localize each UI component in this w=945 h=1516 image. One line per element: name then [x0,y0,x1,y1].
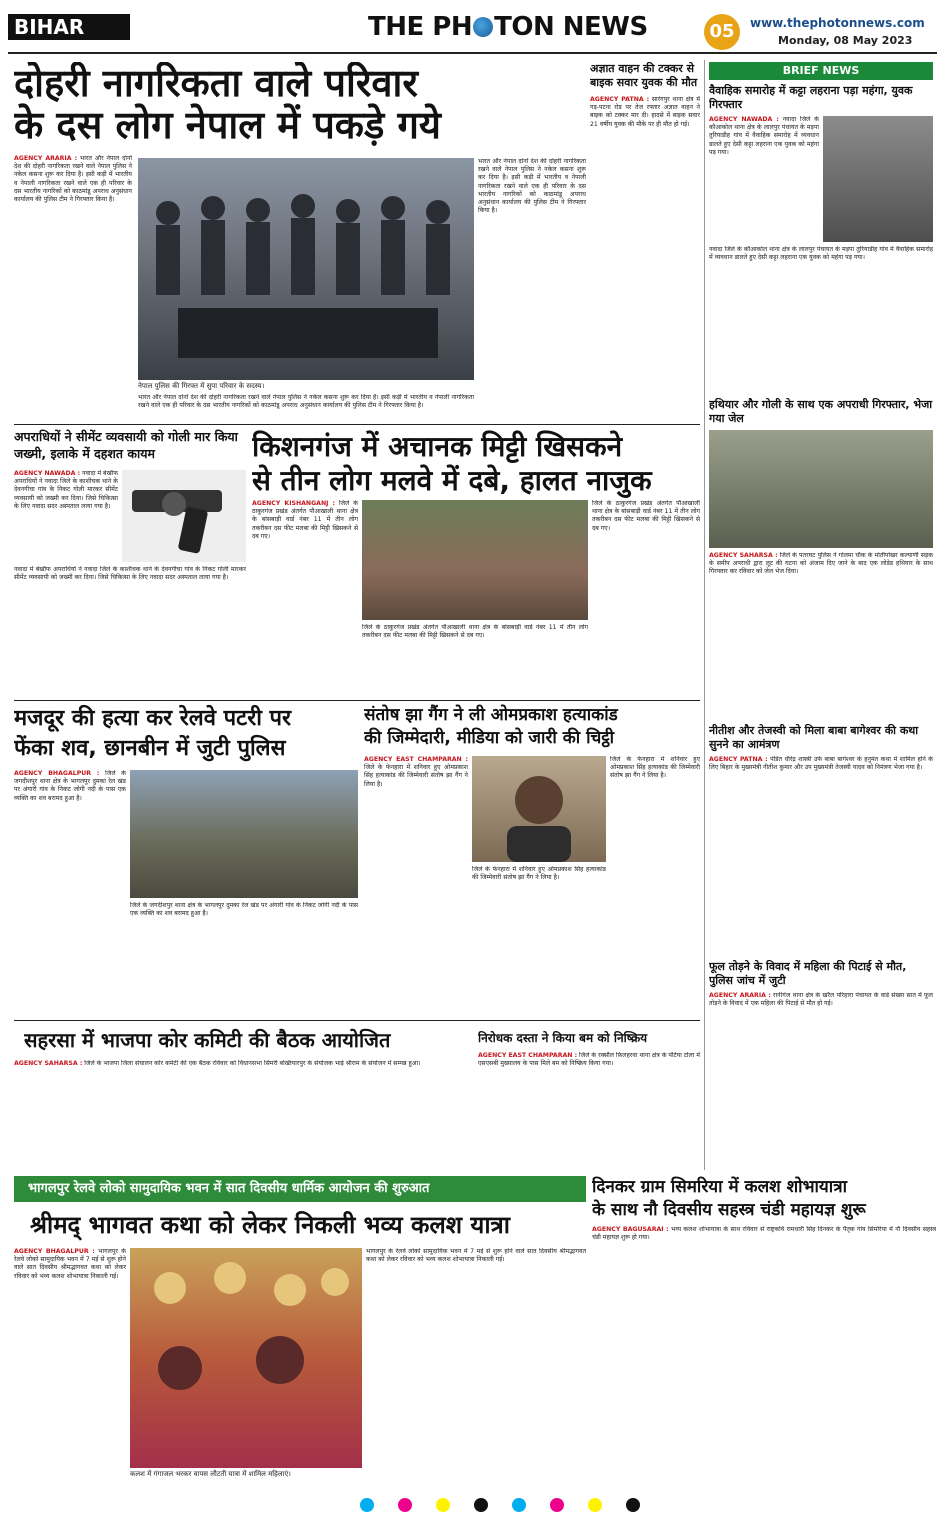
kishanganj-photo [362,500,588,620]
brief-item4-headline: फूल तोड़ने के विवाद में महिला की पिटाई से मौत, पुलिस जांच में जुटी [709,960,907,987]
kalash-procession-illustration [130,1248,362,1468]
page-number-badge [704,14,740,50]
santosh-agency: AGENCY EAST CHAMPARAN : [364,756,468,763]
brief-item1-body: नवादा जिले के कौआकोल थाना क्षेत्र के लालपुर पंचायत के मड़पा तुरियाडीह गांव में वैवाहिक समारोह में व्यवधान डालते हुए देसी कट्टा लहराना एक युवक को महंगा पड़ गया। [709,246,933,262]
bomb-body [478,1052,700,1172]
paper-name [368,12,648,42]
kishanganj-headline-line1: किशनगंज में अचानक मिट्टी खिसकने [252,430,623,463]
brief-item1-photo [823,116,933,242]
railway-headline-line1: मजदूर की हत्या कर रेलवे पटरी पर [14,706,292,731]
yellow-mark-2 [588,1498,602,1512]
santosh-headline-line2: की जिम्मेदारी, मीडिया को जारी की चिट्ठी [364,728,615,748]
lead-headline-line2: के दस लोग नेपाल में पकड़े गये [14,103,441,146]
lead-agency: AGENCY ARARIA : [14,155,78,162]
bomb-headline: निरोधक दस्ता ने किया बम को निष्क्रिय [478,1031,648,1045]
brief-item4-agency: AGENCY ARARIA : [709,992,771,999]
magenta-mark-2 [550,1498,564,1512]
santosh-text: जिले के फेनहारा में शनिवार हुए ओमप्रकाश सिंह हत्याकांड की जिम्मेवारी संतोष झा गैंग ने लिया है। [364,764,468,788]
kishanganj-body: जिले के ठाकुरगंज प्रखंड अंतर्गत पौआखाली थाना क्षेत्र के बांसबाड़ी वार्ड नंबर 11 में तीन लोग तकरीबन दस फीट मलबा की मिट्टी खिसकने से दब गए। [362,624,588,640]
brief-item4-text: रानीगंज थाना क्षेत्र के खरैल परिहारा पंचायत के वार्ड संख्या सात में फूल तोड़ने के विवाद में एक महिला की पिटाई से मौत हो गई। [709,992,933,1008]
website-link[interactable]: www.thephotonnews.com [750,16,925,30]
railway-intro [14,770,126,1018]
masthead-rule [8,52,937,54]
saharsa-body [14,1060,474,1172]
bhagwat-text: भागलपुर के रेलवे लोको सामुदायिक भवन में 7 मई से शुरू होने वाले सात दिवसीय श्रीमद्भागवत कथा को लेकर रविवार को भव्य कलश शोभायात्रा निकाली गई। [14,1248,126,1280]
kishanganj-right-column: जिले के ठाकुरगंज प्रखंड अंतर्गत पौआखाली थाना क्षेत्र के बांसबाड़ी वार्ड नंबर 11 में तीन लोग तकरीबन दस फीट मलबा की मिट्टी खिसकने से दब गए। [592,500,700,532]
brief-item2-photo [709,430,933,548]
santosh-photo [472,756,606,862]
bhagwat-photo [130,1248,362,1468]
lead-columns: भारत और नेपाल दोनों देश की दोहरी नागरिकता रखने वाले नेपाल पुलिस ने नकेल कसना शुरू कर दिया है। इसी कड़ी में भारतीय व नेपाली नागरिकता रखने वाले एक ही परिवार के दस भारतीय नागरिकों को काठमांडू अपराध अनुसंधान कार्यालय की पुलिस टीम ने गिरफ्तार किया है। [138,394,474,410]
accident-text: सारंगपुर थाना क्षेत्र में गड़-पटना रोड पर तेज रफ्तार अज्ञात वाहन ने बाइक को टक्कर मार दी। हादसे में बाइक सवार 21 वर्षीय युवक की मौके पर ही मौत हो गई। [590,96,700,128]
masthead [8,8,937,54]
divider-1 [14,424,700,425]
brief-news-label: BRIEF NEWS [782,64,860,77]
lead-intro [14,155,132,383]
dinkar-body [592,1226,936,1494]
bhagwat-photo-caption: कलश में गंगाजल भरकर वापस लौटती यात्रा में शामिल महिलाएं। [130,1470,291,1478]
black-mark [474,1498,488,1512]
bhagwat-intro [14,1248,126,1494]
santosh-intro [364,756,468,1016]
accident-headline: अज्ञात वाहन की टक्कर से बाइक सवार युवक की मौत [590,62,698,89]
divider-2 [14,700,700,701]
brief-item1-intro [709,116,819,242]
cement-intro [14,470,118,562]
dinkar-text: भव्य कलश शोभायात्रा के साथ रविवार से राष्ट्रकवि रामधारी सिंह दिनकर के पैतृक गांव सिमरिया में नौ दिवसीय सहस्त्र चंडी महायज्ञ शुरू हो गया। [592,1226,936,1242]
section-label: BIHAR [14,15,85,39]
portrait-illustration [472,756,606,862]
railway-text: जिले के जगदीशपुर थाना क्षेत्र के भागलपुर दुमका रेल खंड पर अंगारी गांव के निकट जोगी नदी के पास एक व्यक्ति का शव बरामद हुआ है। [14,770,126,802]
lead-photo-caption: नेपाल पुलिस की गिरफ्त में सुपा परिवार के सदस्य। [138,382,265,390]
black-mark-2 [626,1498,640,1512]
dinkar-headline-line1: दिनकर ग्राम सिमरिया में कलश शोभायात्रा [592,1177,847,1197]
issue-date: Monday, 08 May 2023 [778,34,913,47]
group-photo-illustration [138,158,474,380]
brief-item4-body [709,992,933,1162]
dinkar-headline [592,1176,936,1222]
cement-headline: अपराधियों ने सीमेंट व्यवसायी को गोली मार किया जख्मी, इलाके में दहशत कायम [14,429,238,461]
brief-item2-body [709,552,933,722]
kishanganj-headline [252,430,700,498]
kishanganj-text: जिले के ठाकुरगंज प्रखंड अंतर्गत पौआखाली थाना क्षेत्र के बांसबाड़ी वार्ड नंबर 11 में तीन लोग तकरीबन दस फीट मलबा की मिट्टी खिसकने से दब गए। [252,500,358,540]
kishanganj-headline-line2: से तीन लोग मलवे में दबे, हालत नाजुक [252,464,652,497]
yellow-mark [436,1498,450,1512]
print-color-marks [150,1498,850,1512]
santosh-body: जिले के फेनहारा में शनिवार हुए ओमप्रकाश सिंह हत्याकांड की जिम्मेवारी संतोष झा गैंग ने लिया है। [472,866,606,882]
paper-name-part2: TON NEWS [494,12,648,42]
banner-text: भागलपुर रेलवे लोको सामुदायिक भवन में सात दिवसीय धार्मिक आयोजन की शुरुआत [28,1181,430,1196]
brief-item2-agency: AGENCY SAHARSA : [709,552,778,559]
railway-headline [14,704,354,764]
bhagwat-agency: AGENCY BHAGALPUR : [14,1248,95,1255]
brief-item2-headline: हथियार और गोली के साथ एक अपराधी गिरफ्तार, भेजा गया जेल [709,398,933,425]
santosh-headline [364,704,700,750]
revolver-icon [122,470,246,562]
cement-body: नवादा में बेखौफ अपराधियों ने नवादा जिले के काशीचक थाने के देवनगीचा गांव के निकट गोली मारकर सीमेंट व्यवसायी को जख्मी कर दिया। जिसे चिकित्सा के लिए नवादा सदर अस्पताल लाया गया है। [14,566,246,582]
cyan-mark-2 [512,1498,526,1512]
dinkar-agency: AGENCY BAGUSARAI : [592,1226,669,1233]
brief-news-column [704,60,936,1170]
brief-item1-text: नवादा जिले के कौआकोल थाना क्षेत्र के लालपुर पंचायत के मड़पा तुरियाडीह गांव में वैवाहिक समारोह में व्यवधान डालते हुए देसी कट्टा लहराना एक युवक को महंगा पड़ गया। [709,116,819,156]
cement-agency: AGENCY NAWADA : [14,470,81,477]
railway-photo [130,770,358,898]
brief-news-header [709,62,933,80]
brief-item3-body [709,756,933,956]
brief-item1-headline: वैवाहिक समारोह में कट्टा लहराना पड़ा महंगा, युवक गिरफ्तार [709,84,913,111]
railway-headline-line2: फेंका शव, छानबीन में जुटी पुलिस [14,736,286,761]
lead-photo [138,158,474,380]
globe-icon [473,17,493,37]
section-tab [8,14,130,40]
kishanganj-agency: AGENCY KISHANGANJ : [252,500,336,507]
accident-body [590,96,700,420]
lead-headline-line1: दोहरी नागरिकता वाले परिवार [14,62,418,105]
saharsa-agency: AGENCY SAHARSA : [14,1060,83,1067]
brief-item2-text: जिले के पतरघट पुलिस ने गोलमा चौक के मोतीपोखर कल्याणी सड़क के समीप अपराधी द्वारा लूट की घटना को अंजाम दिए जाने के बाद एक लोडेड हथियार के साथ गिरफ्तार कर रविवार को जेल भेज दिया। [709,552,933,576]
santosh-right-column: जिले के फेनहारा में शनिवार हुए ओमप्रकाश सिंह हत्याकांड की जिम्मेवारी संतोष झा गैंग ने लिया है। [610,756,700,780]
kishanganj-intro [252,500,358,696]
brief-item3-agency: AGENCY PATNA : [709,756,768,763]
brief-item1-agency: AGENCY NAWADA : [709,116,779,123]
paper-name-part1: THE PH [368,12,473,42]
lead-text: भारत और नेपाल दोनों देश की दोहरी नागरिकता रखने वाले नेपाल पुलिस ने नकेल कसना शुरू कर दिया है। इसी कड़ी में भारतीय व नेपाली नागरिकता रखने वाले एक ही परिवार के दस भारतीय नागरिकों को काठमांडू अपराध अनुसंधान कार्यालय की पुलिस टीम ने गिरफ्तार किया है। [14,155,132,204]
bomb-text: जिले के रक्सौल फ़िलहरवा थाना क्षेत्र के पंटिया टोला में एसएसबी मुख्यालय के पास मिले बम को निष्क्रिय किया गया। [478,1052,700,1068]
brief-item3-text: पंडित धीरेंद्र शास्त्री उर्फ बाबा बागेश्वर के हनुमंत कथा में शामिल होने के लिए बिहार के मुख्यमंत्री नीतीश कुमार और उप मुख्यमंत्री तेजस्वी यादव को निमंत्रण भेजा गया है। [709,756,933,772]
divider-3 [14,1020,700,1021]
railway-body: जिले के जगदीशपुर थाना क्षेत्र के भागलपुर दुमका रेल खंड पर अंगारी गांव के निकट जोगी नदी के पास एक व्यक्ति का शव बरामद हुआ है। [130,902,358,918]
cement-text: नवादा में बेखौफ अपराधियों ने नवादा जिले के काशीचक थाने के देवनगीचा गांव के निकट गोली मारकर सीमेंट व्यवसायी को जख्मी कर दिया। जिसे चिकित्सा के लिए नवादा सदर अस्पताल लाया गया है। [14,470,118,510]
dinkar-headline-line2: के साथ नौ दिवसीय सहस्त्र चंडी महायज्ञ शुरू [592,1200,866,1220]
bhagwat-headline: श्रीमद् भागवत कथा को लेकर निकली भव्य कलश यात्रा [30,1211,511,1239]
bhagalpur-banner [14,1176,586,1202]
lead-right-column: भारत और नेपाल दोनों देश की दोहरी नागरिकता रखने वाले नेपाल पुलिस ने नकेल कसना शुरू कर दिया है। इसी कड़ी में भारतीय व नेपाली नागरिकता रखने वाले एक ही परिवार के दस भारतीय नागरिकों को काठमांडू अपराध अनुसंधान कार्यालय की पुलिस टीम ने गिरफ्तार किया है। [478,158,586,215]
lead-headline [14,62,584,146]
bhagwat-body: भागलपुर के रेलवे लोको सामुदायिक भवन में 7 मई से शुरू होने वाले सात दिवसीय श्रीमद्भागवत कथा को लेकर रविवार को भव्य कलश शोभायात्रा निकाली गई। [366,1248,586,1264]
saharsa-text: जिले के भाजपा जिला संचालन कोर कमेटी की एक बैठक रविवार को विधानसभा सिमरी बख्तियारपुर के संयोजक भाई श्रीराम के संयोजन में सम्पन्न हुआ। [84,1060,421,1067]
page-number: 05 [709,21,735,42]
magenta-mark [398,1498,412,1512]
santosh-headline-line1: संतोष झा गैंग ने ली ओमप्रकाश हत्याकांड [364,705,618,725]
cyan-mark [360,1498,374,1512]
revolver-photo [122,470,246,562]
saharsa-headline: सहरसा में भाजपा कोर कमिटी की बैठक आयोजित [24,1028,391,1052]
railway-agency: AGENCY BHAGALPUR : [14,770,100,777]
bomb-agency: AGENCY EAST CHAMPARAN : [478,1052,578,1059]
brief-item3-headline: नीतीश और तेजस्वी को मिला बाबा बागेश्वर की कथा सुनने का आमंत्रण [709,724,919,751]
accident-agency: AGENCY PATNA : [590,96,650,103]
